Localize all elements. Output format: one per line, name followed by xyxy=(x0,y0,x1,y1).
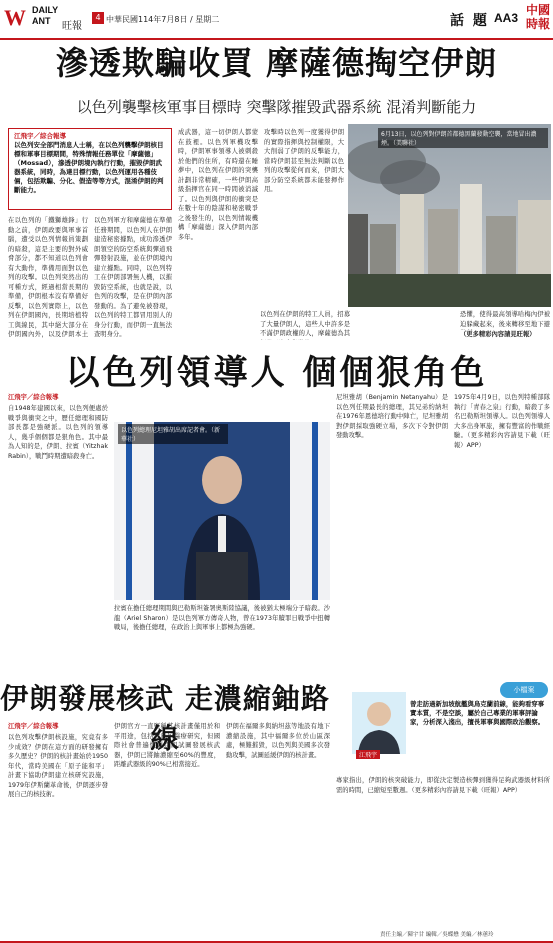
article2-col4: 1975年4月9日，以色列特種部隊執行「青春之泉」行動，暗殺了多名巴勒斯坦領導人。以色列領導人大多出身軍旅，擁有豐富的作戰經驗。（更多精彩內容請見下載（旺報）APP） xyxy=(454,394,550,449)
section3-headline: 伊朗發展核武 走濃縮鈾路線 xyxy=(0,682,330,755)
article2-col1: 自1948年建國以來，以色列便處於戰爭與衝突之中，歷任總理和國防部長都是強硬派。以色列的領導人，幾乎個個都是狠角色。其中最為人知的是，伊朗、拉賓（Yitzhak Rabin），戰鬥時期遭暗殺身亡。 xyxy=(8,405,108,460)
editor-credits: 責任主編／陳宇甘 編輯／吳蝶懋 美編／林蕙玲 xyxy=(380,932,494,938)
profile-tag: 小檔案 xyxy=(500,682,548,698)
section2-headline: 以色列領導人 個個狠角色 xyxy=(65,353,488,393)
author-profile-box xyxy=(348,680,551,768)
photo1-caption: 6月13日，以色列對伊朗首都德黑蘭發動空襲，當地冒出濃煙。（美聯社） xyxy=(378,128,548,148)
lead-summary-box xyxy=(8,128,172,210)
section-title: 話 題 xyxy=(450,13,489,29)
tehran-skyline-photo xyxy=(348,124,551,307)
press-conference-illustration xyxy=(114,422,330,600)
newspaper-logo xyxy=(4,3,88,35)
article3-byline: 江飛宇／綜合報導 xyxy=(8,723,59,730)
page-number: 4 xyxy=(92,12,104,24)
article3-col3: 伊朗在福爾多與納坦茲等地設有地下濃縮設施，其中福爾多位於山區深處，極難摧毀，以色列與美國多次發動攻擊，試圖延緩伊朗的核計畫。 xyxy=(226,723,330,759)
author-portrait-icon xyxy=(352,692,406,754)
author-avatar xyxy=(352,692,406,754)
article1-col2: 以色列軍方和摩薩德在準備任務期間，以色列人在伊朗建造秘密據點，成功滲透伊朗領空的防空系統與彈道飛彈發射設施，並在伊朗境內建立據點。同時，以色列特工在伊朗部署無人機，以摧毀防空系統，也就是說，以色列的攻擊，是在伊朗內部發動的。為了避免被發現，以色列的特工都冒用別人的身分行動，而伊朗一直無法查明身分。 xyxy=(94,217,172,338)
issue-date: 中華民國114年7月8日 / 星期二 xyxy=(106,15,220,24)
brand-logo: 中國時報 xyxy=(525,3,550,31)
article3-col2: 伊朗官方一直堅稱其核計畫僅用於和平用途，包括發電和醫療研究，但國際社會普遍懷疑伊朗試圖發展核武器，伊朗已將鈾濃縮至60%的豐度，距離武器級的90%已相當接近。 xyxy=(114,723,220,768)
article2-byline: 江飛宇／綜合報導 xyxy=(8,394,59,401)
article1-col5: 以色列在伊朗的特工人員，招募了大量伊朗人，這些人中許多是不滿伊朗政權的人，摩薩德為其 xyxy=(260,311,350,337)
article1-more-link[interactable]: （更多精彩內容請見旺報） xyxy=(460,331,536,338)
article3-col4: 專家指出，伊朗的核突破能力，即從決定製造核彈到獲得足夠武器級材料所需的時間，已縮短至數週。（更多精彩內容請見下載（旺報）APP） xyxy=(336,777,550,794)
logo-wangwang: 旺報 xyxy=(62,21,82,32)
article2-col3: 尼坦雅胡（Benjamin Netanyahu）是以色列任期最長的總理，其兄弟約納坦在1976年恩德培行動中陣亡，尼坦雅胡對伊朗採取強硬立場，多次下令對伊朗發動攻擊。 xyxy=(336,394,448,439)
article1-col4: 攻擊時以色列一度獲得伊朗的實際指揮與控制權限，大大削弱了伊朗的反擊能力，當時伊朗甚至無法判斷以色列的攻擊從何而來，伊朗大部分防空系統都未能發揮作用。 xyxy=(264,129,344,193)
summary-byline: 江飛宇／綜合報導 xyxy=(14,132,66,140)
font-size-label[interactable]: AA3 xyxy=(494,11,519,25)
logo-daily: DAILY xyxy=(32,5,59,15)
page-subheadline: 以色列襲擊核軍事目標時 突擊隊摧毀武器系統 混淆判斷能力 xyxy=(76,98,477,116)
city-smoke-illustration xyxy=(348,124,551,307)
netanyahu-photo xyxy=(114,422,330,600)
logo-letter: W xyxy=(4,5,25,30)
article1-col3: 成武器，這一切伊朗人都蒙在鼓裡。以色列軍機攻擊時，伊朗軍事領導人被刺殺於他們的住所，有時還在睡夢中，以色列在伊朗的突襲計劃非常精確，一些伊朗高級指揮官在同一時間被消滅了。以色列與伊朗的衝突是在數十年的陰謀和秘密戰爭之後發生的，以色列情報機構「摩薩德」深入伊朗內部多年。 xyxy=(178,129,258,241)
summary-text: 以色列安全部門消息人士稱，在以色列襲擊伊朗核目標和軍事目標期間，特殊情報任務單位「摩薩德」（Mossad），滲透伊朗境內執行行動，摧毀伊朗武器系統，同時，為達目標行動，以色列運用各種伎倆，包括欺騙、分化、假造等等方式，混淆伊朗的判斷能力。 xyxy=(14,141,164,194)
article1-col1: 在以色列的「鐵獅雄鋒」行動之前，伊朗政要與軍事首腦，遭受以色列情報員策劃的暗殺，這是主要的對外威脅部分，都不知道以色列會有大動作，準備用面對以色列的攻擊。以色列突然出的可種方式，經過相當長期的準備，伊朗根本沒有準備好反擊，以色列實際上，以色列在伊朗國內，長期培植特工與線民，其中絕大部分在伊朗國內外，以及伊朗本土 xyxy=(8,217,88,338)
page-headline: 滲透欺騙收買 摩薩德掏空伊朗 xyxy=(55,44,498,82)
masthead xyxy=(0,0,553,40)
article2-col2: 拉賓在擔任總理期間與巴勒斯坦簽署奧斯陸協議，後被猶太極端分子暗殺。沙龍（Ariel Sharon）是以色列軍方傳奇人物，曾在1973年贖罪日戰爭中扭轉戰局，後擔任總理，在政治上與軍事上都極為強硬。 xyxy=(114,605,330,631)
article1-col6: 恐懼，使得最高領導哈梅內伊被迫躲藏起來，後來轉移至地下避 xyxy=(460,311,550,328)
photo2-caption: 以色列總理尼坦雅胡出席記者會。（新華社） xyxy=(118,424,228,444)
logo-want: ANT xyxy=(32,16,51,26)
profile-name: 江飛宇 xyxy=(356,750,380,759)
article3-col1: 以色列攻擊伊朗核設施，究竟有多少成效？伊朗在這方面的研發擁有多久歷史？伊朗的核計畫始於1950年代，當時美國在「原子能和平」計畫下協助伊朗建立核研究設施，1979年伊斯蘭革命後，伊朗逐步發展自己的核技術。 xyxy=(8,734,108,798)
profile-text: 曾走訪過新加坡航艦與烏克蘭前線，能夠看穿事實本質，不是空談，屬於自己專業的軍事評論家，分析深入淺出，擅長軍事與國際政治觀察。 xyxy=(410,700,545,726)
